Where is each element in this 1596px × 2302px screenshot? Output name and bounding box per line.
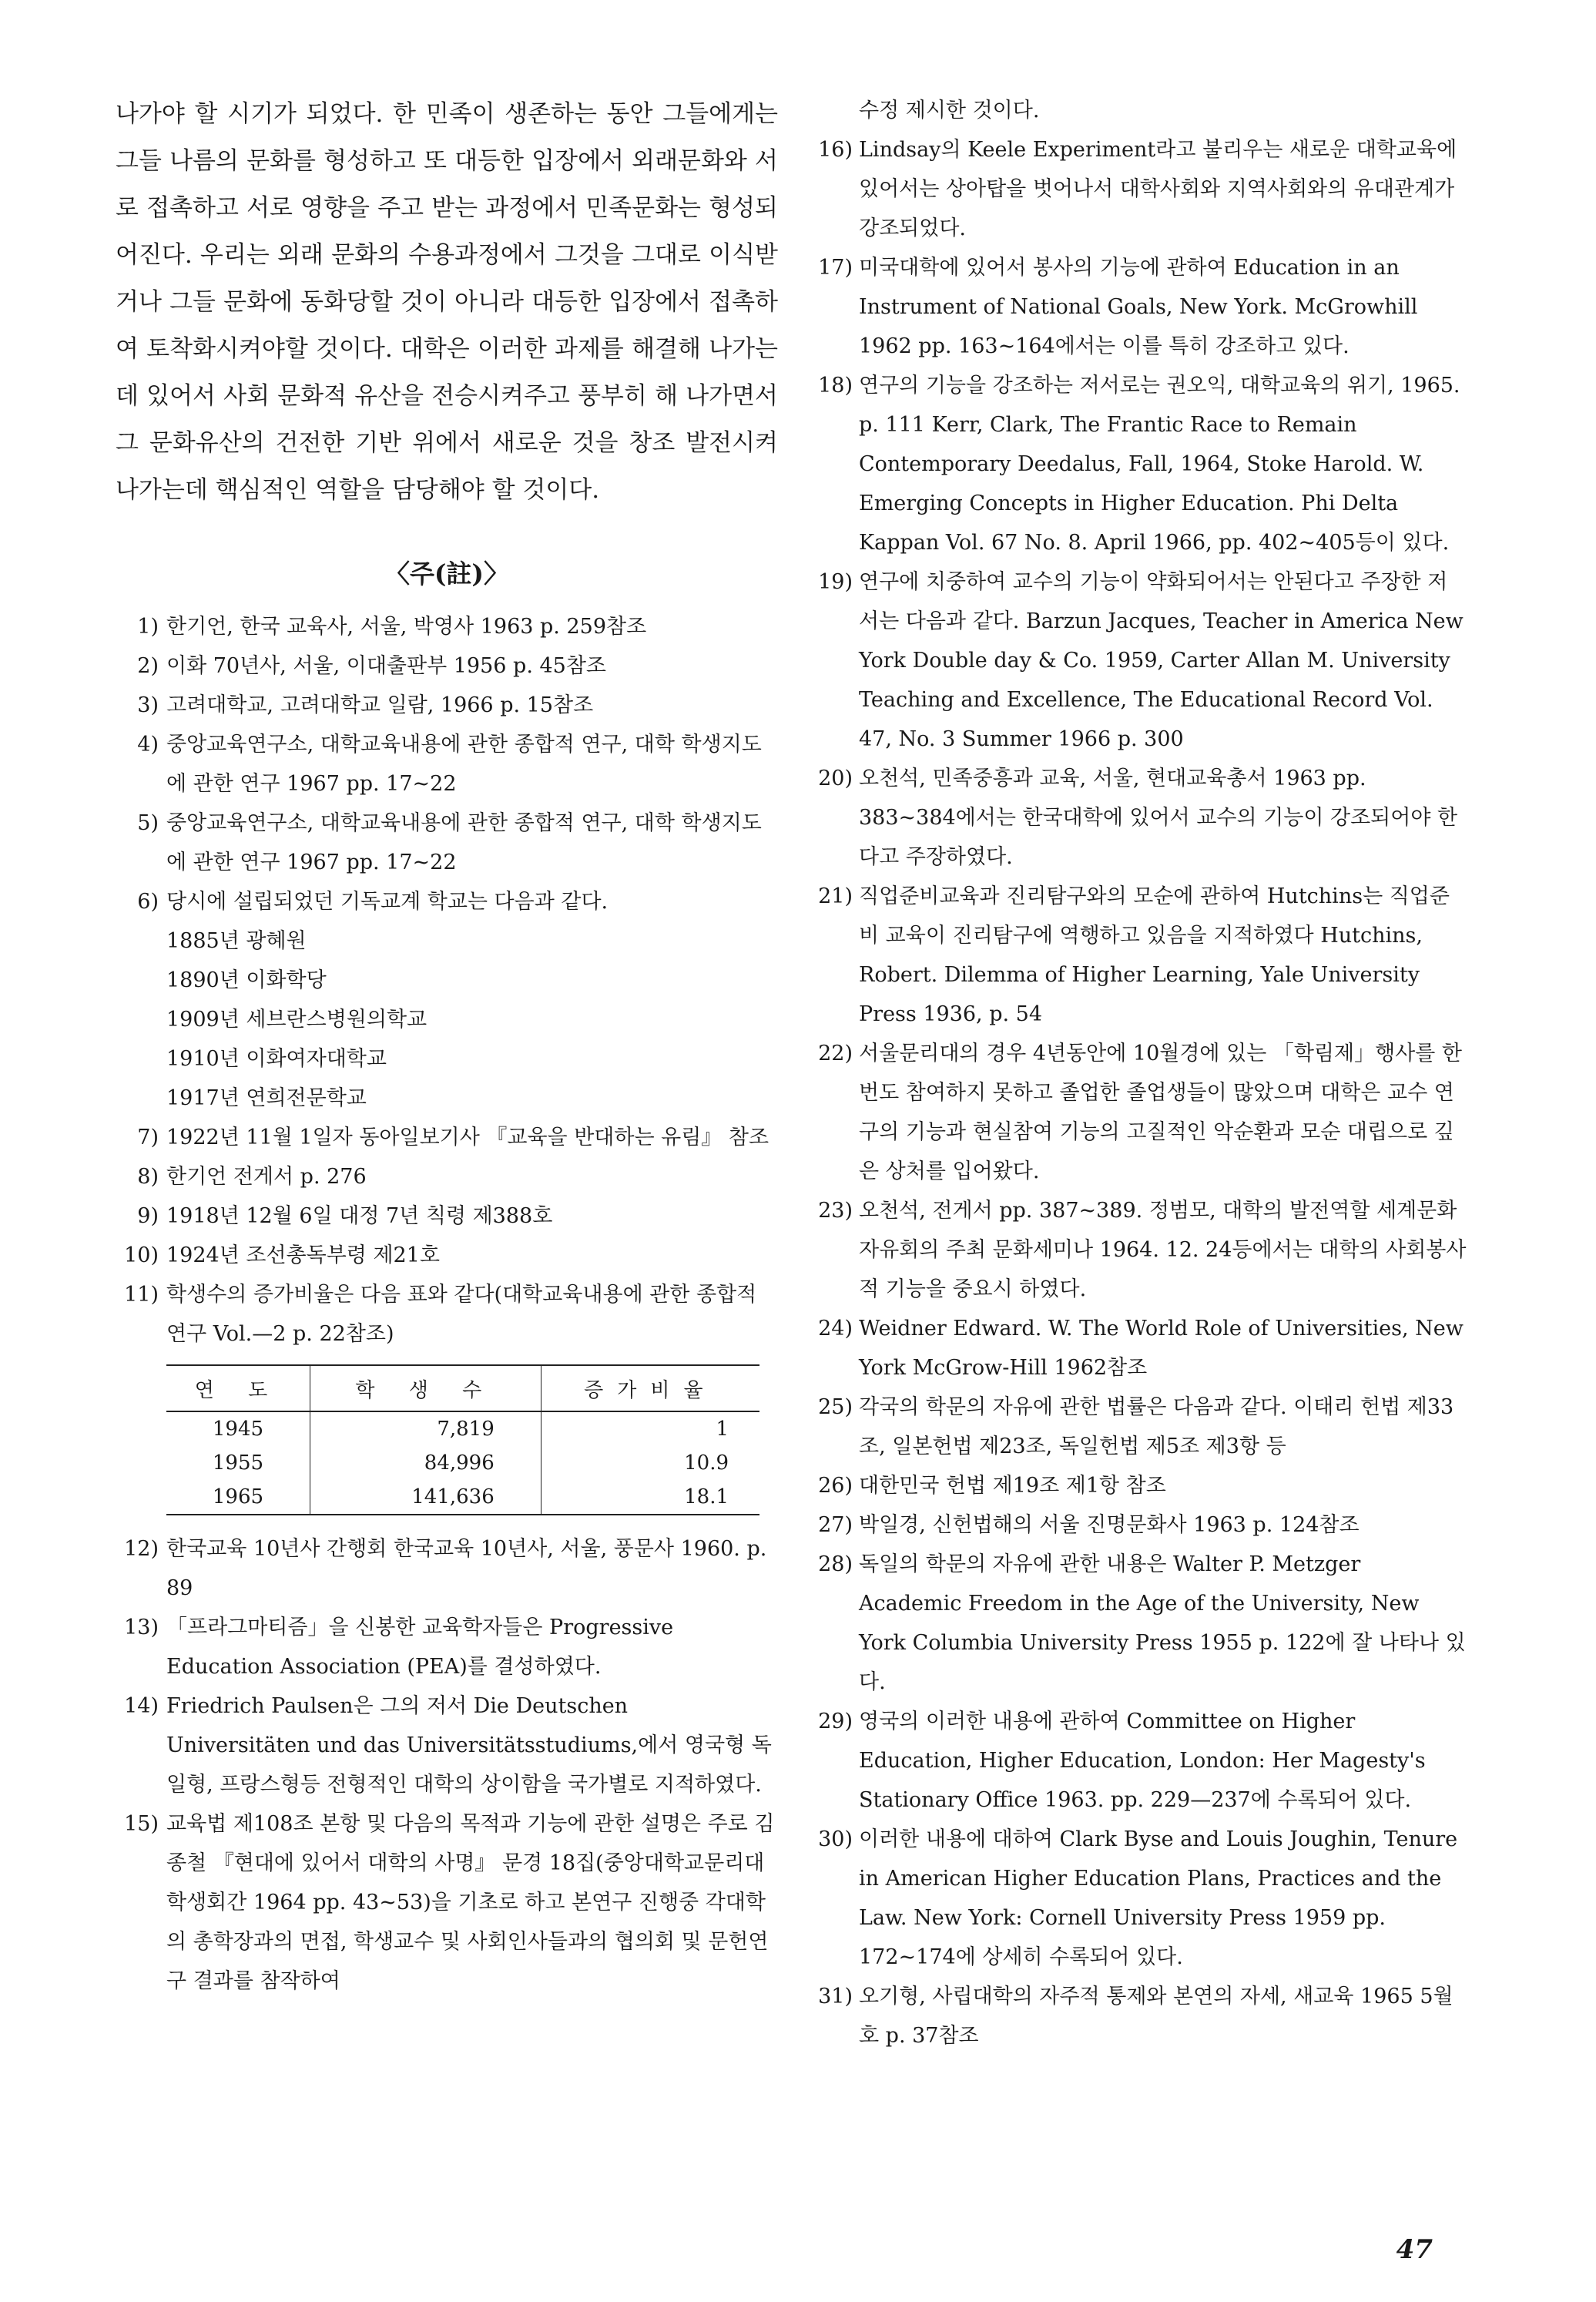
footnote-number: 22) [818, 1042, 853, 1065]
footnote-text: 중앙교육연구소, 대학교육내용에 관한 종합적 연구, 대학 학생지도에 관한 연구 1967 pp. 17~22 [166, 733, 762, 796]
table-cell-students: 141,636 [310, 1480, 541, 1515]
table-header-year: 연 도 [166, 1365, 310, 1411]
footnote-text: 1922년 11월 1일자 동아일보기사 『교육을 반대하는 유림』 참조 [166, 1126, 770, 1149]
student-growth-table [166, 1364, 759, 1515]
footnote-text: 1918년 12월 6일 대정 7년 칙령 제388호 [166, 1204, 553, 1228]
footnote-text: Lindsay의 Keele Experiment라고 불리우는 새로운 대학교육에 있어서는 상아탑을 벗어나서 대학사회와 지역사회와의 유대관계가 강조되었다. [859, 138, 1457, 240]
footnote [116, 804, 778, 882]
footnote-text: 영국의 이러한 내용에 관하여 Committee on Higher Education, Higher Education, London: Her Magesty's Stationary Office 1963. pp. 229—237에 수록되어 있다. [859, 1710, 1426, 1812]
footnote-number: 12) [124, 1537, 159, 1561]
footnote-text: 박일경, 신헌법해의 서울 진명문화사 1963 p. 124참조 [859, 1513, 1360, 1537]
footnote [116, 1608, 778, 1686]
footnote [813, 1505, 1467, 1545]
footnote-text: 독일의 학문의 자유에 관한 내용은 Walter P. Metzger Academic Freedom in the Age of the University, New York Columbia University Press 1955 p. 122에 잘 나타나 있다. [859, 1552, 1466, 1694]
footnote-number: 2) [137, 654, 159, 678]
footnote [813, 1702, 1467, 1820]
footnote-number: 15) [124, 1812, 159, 1836]
footnote [813, 1977, 1467, 2055]
table-cell-students: 7,819 [310, 1411, 541, 1446]
footnote [813, 1388, 1467, 1466]
footnote [116, 1686, 778, 1804]
footnote-number: 20) [818, 767, 853, 790]
table-cell-growth: 18.1 [541, 1480, 759, 1515]
footnote-number: 21) [818, 884, 853, 908]
footnote-number: 16) [818, 138, 853, 162]
footnote-text: 수정 제시한 것이다. [859, 99, 1040, 122]
footnote-text: Friedrich Paulsen은 그의 저서 Die Deutschen Universitäten und das Universitätsstudiums,에서 영국형 독일형, 프랑스형등 전형적인 대학의 상이함을 국가별로 지적하였다. [166, 1694, 772, 1797]
table-row [166, 1446, 759, 1480]
footnote-number: 18) [818, 374, 853, 398]
footnote-text: 직업준비교육과 진리탐구와의 모순에 관하여 Hutchins는 직업준비 교육이 진리탐구에 역행하고 있음을 지적하였다 Hutchins, Robert. Dilemma of Higher Learning, Yale University Press 1936, p. 54 [859, 884, 1450, 1026]
footnote [116, 1529, 778, 1608]
footnote-text: 「프라그마티즘」을 신봉한 교육학자들은 Progressive Education Association (PEA)를 결성하였다. [166, 1616, 674, 1679]
footnote-text: 연구에 치중하여 교수의 기능이 약화되어서는 안된다고 주장한 저서는 다음과 같다. Barzun Jacques, Teacher in America New York Double day & Co. 1959, Carter Allan M. University Teaching and Excellence, The Educational Record Vol. 47, No. 3 Summer 1966 p. 300 [859, 570, 1464, 751]
table-header-growth: 증가비율 [541, 1365, 759, 1411]
body-paragraph: 나가야 할 시기가 되었다. 한 민족이 생존하는 동안 그들에게는 그들 나름의 문화를 형성하고 또 대등한 입장에서 외래문화와 서로 접촉하고 서로 영향을 주고 받는 과정에서 민족문화는 형성되어진다. 우리는 외래 문화의 수용과정에서 그것을 그대로 이식받거나 그들 문화에 동화당할 것이 아니라 대등한 입장에서 접촉하여 토착화시켜야할 것이다. 대학은 이러한 과제를 해결해 나가는데 있어서 사회 문화적 유산을 전승시켜주고 풍부히 해 나가면서 그 문화유산의 건전한 기반 위에서 새로운 것을 창조 발전시켜 나가는데 핵심적인 역할을 담당해야 할 것이다. [116, 100, 778, 504]
notes-list-left-continued [116, 1529, 778, 2001]
footnote-number: 29) [818, 1710, 853, 1733]
footnote [116, 882, 778, 1118]
footnote-number: 27) [818, 1513, 853, 1537]
footnote-number: 23) [818, 1199, 853, 1223]
footnote-number: 9) [137, 1204, 159, 1228]
right-column [813, 91, 1467, 2055]
table-cell-year: 1965 [166, 1480, 310, 1515]
footnote [813, 1034, 1467, 1191]
footnote [116, 1804, 778, 2001]
notes-list-right [813, 91, 1467, 2055]
footnote-number: 6) [137, 890, 159, 914]
footnote-text: 당시에 설립되었던 기독교계 학교는 다음과 같다. [166, 890, 609, 914]
footnote [813, 1466, 1467, 1505]
footnote [813, 1309, 1467, 1388]
footnote-text: 미국대학에 있어서 봉사의 기능에 관하여 Education in an Instrument of National Goals, New York. McGrowhill 1962 pp. 163~164에서는 이를 특히 강조하고 있다. [859, 256, 1418, 358]
footnote-number: 10) [124, 1243, 159, 1267]
footnote-number: 26) [818, 1474, 853, 1498]
footnote-text: 이러한 내용에 대하여 Clark Byse and Louis Joughin, Tenure in American Higher Education Plans, Practices and the Law. New York: Cornell University Press 1959 pp. 172~174에 상세히 수록되어 있다. [859, 1827, 1458, 1969]
footnote-number: 17) [818, 256, 853, 280]
footnote-text: 대한민국 헌법 제19조 제1항 참조 [859, 1474, 1166, 1498]
footnote-text: 1909년 세브란스병원의학교 [166, 1008, 428, 1032]
footnote-text: 1885년 광혜원 [166, 929, 307, 953]
table-row [166, 1480, 759, 1515]
page-number: 47 [1396, 2234, 1433, 2265]
footnote-number: 31) [818, 1985, 853, 2008]
footnote-text: 중앙교육연구소, 대학교육내용에 관한 종합적 연구, 대학 학생지도에 관한 연구 1967 pp. 17~22 [166, 811, 762, 874]
footnote-number: 25) [818, 1395, 853, 1419]
footnote [813, 1820, 1467, 1977]
footnote [116, 1157, 778, 1196]
footnote-text: 고려대학교, 고려대학교 일람, 1966 p. 15참조 [166, 693, 594, 717]
table-header-students: 학 생 수 [310, 1365, 541, 1411]
footnote [116, 1196, 778, 1236]
footnote-number: 3) [137, 693, 159, 717]
footnote-text: 오기형, 사립대학의 자주적 통제와 본연의 자세, 새교육 1965 5월호 p. 37참조 [859, 1985, 1454, 2048]
footnote-number: 14) [124, 1694, 159, 1718]
footnote-text: 한국교육 10년사 간행회 한국교육 10년사, 서울, 풍문사 1960. p. 89 [166, 1537, 767, 1600]
footnote [116, 1118, 778, 1157]
footnote-number: 4) [137, 733, 159, 757]
footnote-text: 학생수의 증가비율은 다음 표와 같다(대학교육내용에 관한 종합적 연구 Vol.—2 p. 22참조) [166, 1283, 757, 1346]
footnote-text: 교육법 제108조 본항 및 다음의 목적과 기능에 관한 설명은 주로 김종철 『현대에 있어서 대학의 사명』 문경 18집(중앙대학교문리대 학생회간 1964 pp. 43~53)을 기초로 하고 본연구 진행중 각대학의 총학장과의 면접, 학생교수 및 사회인사들과의 협의회 및 문헌연구 결과를 참작하여 [166, 1812, 775, 1993]
footnote [813, 130, 1467, 248]
footnote-number: 1) [137, 615, 159, 639]
footnote-text: 각국의 학문의 자유에 관한 법률은 다음과 같다. 이태리 헌법 제33조, 일본헌법 제23조, 독일헌법 제5조 제3항 등 [859, 1395, 1454, 1458]
footnote-number: 24) [818, 1317, 853, 1341]
footnote [813, 1545, 1467, 1702]
footnote-number: 19) [818, 570, 853, 594]
footnote [813, 759, 1467, 877]
footnote [116, 725, 778, 804]
table-row [166, 1411, 759, 1446]
footnote-text: 이화 70년사, 서울, 이대출판부 1956 p. 45참조 [166, 654, 607, 678]
footnote [116, 1236, 778, 1275]
footnote-number: 7) [137, 1126, 159, 1149]
footnote-number: 13) [124, 1616, 159, 1639]
footnote [813, 1191, 1467, 1309]
footnote-text: 한기언 전게서 p. 276 [166, 1165, 367, 1189]
footnote-text: 오천석, 민족중흥과 교육, 서울, 현대교육총서 1963 pp. 383~384에서는 한국대학에 있어서 교수의 기능이 강조되어야 한다고 주장하였다. [859, 767, 1458, 869]
footnote-text: 1890년 이화학당 [166, 968, 327, 992]
footnote-text: Weidner Edward. W. The World Role of Universities, New York McGrow-Hill 1962참조 [859, 1317, 1464, 1380]
table-cell-year: 1955 [212, 1451, 264, 1475]
notes-heading: 〈주(註)〉 [384, 559, 510, 589]
footnote-number: 8) [137, 1165, 159, 1189]
footnote-text: 한기언, 한국 교육사, 서울, 박영사 1963 p. 259참조 [166, 615, 647, 639]
footnote [813, 366, 1467, 562]
footnote [813, 877, 1467, 1034]
footnote-number: 28) [818, 1552, 853, 1576]
notes-list-left [116, 607, 778, 1354]
left-column [116, 91, 778, 2001]
footnote [813, 562, 1467, 759]
footnote-text: 오천석, 전게서 pp. 387~389. 정범모, 대학의 발전역할 세계문화자유회의 주최 문화세미나 1964. 12. 24등에서는 대학의 사회봉사적 기능을 중요시 하였다. [859, 1199, 1467, 1301]
table-cell-students: 84,996 [310, 1446, 541, 1480]
footnote-text: 1910년 이화여자대학교 [166, 1047, 387, 1071]
footnote-text: 1924년 조선총독부령 제21호 [166, 1243, 440, 1267]
footnote [116, 1275, 778, 1354]
footnote [116, 646, 778, 686]
table-cell-year: 1945 [212, 1418, 264, 1441]
table-cell-growth: 1 [541, 1411, 759, 1446]
footnote-text: 서울문리대의 경우 4년동안에 10월경에 있는 「학림제」행사를 한번도 참여하지 못하고 졸업한 졸업생들이 많았으며 대학은 교수 연구의 기능과 현실참여 기능의 고질적인 악순환과 모순 대립으로 깊은 상처를 입어왔다. [859, 1042, 1462, 1183]
footnote-text: 연구의 기능을 강조하는 저서로는 권오익, 대학교육의 위기, 1965. p. 111 Kerr, Clark, The Frantic Race to Remain Contemporary Deedalus, Fall, 1964, Stoke Harold. W. Emerging Concepts in Higher Education. Phi Delta Kappan Vol. 67 No. 8. April 1966, pp. 402~405등이 있다. [859, 374, 1460, 555]
footnote-number: 30) [818, 1827, 853, 1851]
footnote-text: 1917년 연희전문학교 [166, 1086, 367, 1110]
footnote [116, 686, 778, 725]
footnote [813, 248, 1467, 366]
footnote-number: 5) [137, 811, 159, 835]
footnote [116, 607, 778, 646]
footnote [813, 91, 1467, 130]
table-cell-growth: 10.9 [541, 1446, 759, 1480]
footnote-number: 11) [124, 1283, 159, 1307]
